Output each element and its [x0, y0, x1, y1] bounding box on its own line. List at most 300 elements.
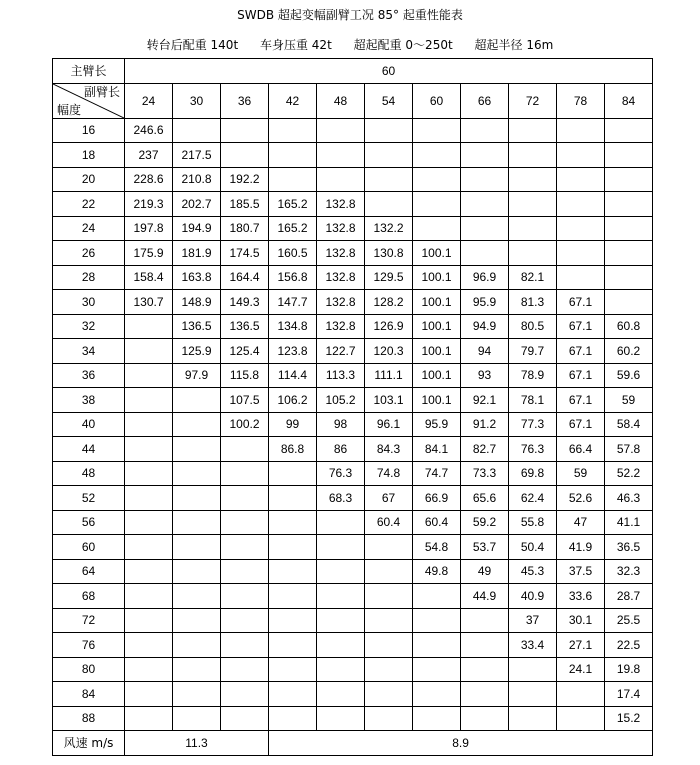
- capacity-cell: [269, 608, 317, 633]
- wind-speed-label: 风速 m/s: [53, 731, 125, 756]
- capacity-cell: 181.9: [173, 241, 221, 266]
- capacity-cell: [365, 657, 413, 682]
- capacity-cell: 60.8: [605, 314, 653, 339]
- capacity-cell: [365, 584, 413, 609]
- capacity-cell: 19.8: [605, 657, 653, 682]
- capacity-cell: 59.2: [461, 510, 509, 535]
- jib-length-cell: 60: [413, 83, 461, 118]
- radius-cell: 56: [53, 510, 125, 535]
- capacity-cell: [605, 290, 653, 315]
- table-row: [53, 216, 653, 241]
- capacity-cell: [557, 682, 605, 707]
- capacity-cell: [413, 192, 461, 217]
- capacity-cell: [173, 118, 221, 143]
- capacity-cell: [317, 584, 365, 609]
- capacity-cell: [125, 437, 173, 462]
- capacity-cell: [557, 265, 605, 290]
- jib-length-cell: 84: [605, 83, 653, 118]
- capacity-cell: [221, 682, 269, 707]
- capacity-cell: 100.1: [413, 241, 461, 266]
- capacity-cell: [125, 461, 173, 486]
- capacity-cell: [125, 412, 173, 437]
- radius-cell: 30: [53, 290, 125, 315]
- capacity-cell: 24.1: [557, 657, 605, 682]
- capacity-cell: 79.7: [509, 339, 557, 364]
- capacity-cell: [413, 143, 461, 168]
- capacity-cell: 77.3: [509, 412, 557, 437]
- radius-cell: 40: [53, 412, 125, 437]
- capacity-cell: [125, 633, 173, 658]
- capacity-cell: 132.8: [317, 314, 365, 339]
- capacity-cell: [269, 143, 317, 168]
- capacity-cell: 100.2: [221, 412, 269, 437]
- capacity-cell: [461, 682, 509, 707]
- capacity-cell: [413, 584, 461, 609]
- radius-cell: 36: [53, 363, 125, 388]
- capacity-cell: [125, 510, 173, 535]
- capacity-cell: 82.1: [509, 265, 557, 290]
- capacity-cell: 33.6: [557, 584, 605, 609]
- load-chart-body: [53, 59, 653, 756]
- capacity-cell: 194.9: [173, 216, 221, 241]
- capacity-cell: 100.1: [413, 388, 461, 413]
- capacity-cell: [269, 118, 317, 143]
- capacity-cell: [461, 118, 509, 143]
- capacity-cell: [461, 216, 509, 241]
- jib-length-cell: 30: [173, 83, 221, 118]
- capacity-cell: 91.2: [461, 412, 509, 437]
- capacity-cell: 67.1: [557, 412, 605, 437]
- capacity-cell: [557, 706, 605, 731]
- capacity-cell: [269, 486, 317, 511]
- capacity-cell: 132.8: [317, 216, 365, 241]
- capacity-cell: [605, 167, 653, 192]
- capacity-cell: 67.1: [557, 314, 605, 339]
- capacity-cell: 129.5: [365, 265, 413, 290]
- capacity-cell: [413, 608, 461, 633]
- capacity-cell: 180.7: [221, 216, 269, 241]
- capacity-cell: 93: [461, 363, 509, 388]
- radius-cell: 18: [53, 143, 125, 168]
- radius-cell: 44: [53, 437, 125, 462]
- radius-label: 幅度: [57, 102, 82, 117]
- capacity-cell: 59.6: [605, 363, 653, 388]
- capacity-cell: [413, 682, 461, 707]
- radius-cell: 80: [53, 657, 125, 682]
- capacity-cell: 81.3: [509, 290, 557, 315]
- capacity-cell: 67.1: [557, 290, 605, 315]
- capacity-cell: 114.4: [269, 363, 317, 388]
- capacity-cell: [365, 706, 413, 731]
- table-row: [53, 314, 653, 339]
- capacity-cell: 57.8: [605, 437, 653, 462]
- capacity-cell: 86.8: [269, 437, 317, 462]
- radius-cell: 60: [53, 535, 125, 560]
- jib-length-cell: 36: [221, 83, 269, 118]
- table-row: [53, 461, 653, 486]
- jib-length-row: [53, 83, 653, 118]
- capacity-cell: 84.3: [365, 437, 413, 462]
- capacity-cell: 132.8: [317, 241, 365, 266]
- capacity-cell: [413, 657, 461, 682]
- capacity-cell: 95.9: [461, 290, 509, 315]
- car-body-weight-label: 车身压重 42t: [259, 38, 332, 52]
- capacity-cell: 41.1: [605, 510, 653, 535]
- capacity-cell: [365, 118, 413, 143]
- capacity-cell: 96.1: [365, 412, 413, 437]
- capacity-cell: [461, 608, 509, 633]
- capacity-cell: 132.8: [317, 265, 365, 290]
- capacity-cell: 123.8: [269, 339, 317, 364]
- capacity-cell: 67.1: [557, 388, 605, 413]
- capacity-cell: 125.9: [173, 339, 221, 364]
- capacity-cell: [173, 657, 221, 682]
- capacity-cell: 128.2: [365, 290, 413, 315]
- capacity-cell: [365, 608, 413, 633]
- capacity-cell: [365, 559, 413, 584]
- capacity-cell: [221, 118, 269, 143]
- capacity-cell: 60.4: [413, 510, 461, 535]
- capacity-cell: [317, 510, 365, 535]
- capacity-cell: 130.8: [365, 241, 413, 266]
- capacity-cell: [605, 265, 653, 290]
- radius-cell: 48: [53, 461, 125, 486]
- table-row: [53, 437, 653, 462]
- table-row: [53, 608, 653, 633]
- capacity-cell: 219.3: [125, 192, 173, 217]
- capacity-cell: [221, 633, 269, 658]
- capacity-cell: 192.2: [221, 167, 269, 192]
- radius-cell: 16: [53, 118, 125, 143]
- capacity-cell: [461, 706, 509, 731]
- table-row: [53, 559, 653, 584]
- superlift-weight-label: 超起配重 0～250t: [353, 38, 453, 52]
- capacity-cell: 136.5: [221, 314, 269, 339]
- capacity-cell: [365, 633, 413, 658]
- capacity-cell: 15.2: [605, 706, 653, 731]
- capacity-cell: 55.8: [509, 510, 557, 535]
- table-row: [53, 241, 653, 266]
- capacity-cell: [557, 167, 605, 192]
- capacity-cell: 106.2: [269, 388, 317, 413]
- table-row: [53, 486, 653, 511]
- radius-cell: 24: [53, 216, 125, 241]
- capacity-cell: 136.5: [173, 314, 221, 339]
- table-row: [53, 412, 653, 437]
- capacity-cell: [221, 143, 269, 168]
- main-boom-row: [53, 59, 653, 84]
- page-subtitle: [0, 36, 700, 53]
- capacity-cell: 158.4: [125, 265, 173, 290]
- capacity-cell: [509, 143, 557, 168]
- capacity-cell: 165.2: [269, 192, 317, 217]
- radius-cell: 76: [53, 633, 125, 658]
- capacity-cell: [125, 584, 173, 609]
- capacity-cell: 49: [461, 559, 509, 584]
- capacity-cell: [557, 118, 605, 143]
- radius-cell: 38: [53, 388, 125, 413]
- capacity-cell: [269, 682, 317, 707]
- capacity-cell: [221, 437, 269, 462]
- radius-cell: 72: [53, 608, 125, 633]
- capacity-cell: 86: [317, 437, 365, 462]
- capacity-cell: 202.7: [173, 192, 221, 217]
- capacity-cell: [269, 559, 317, 584]
- capacity-cell: 36.5: [605, 535, 653, 560]
- table-row: [53, 363, 653, 388]
- capacity-cell: 246.6: [125, 118, 173, 143]
- capacity-cell: [605, 192, 653, 217]
- capacity-cell: [461, 143, 509, 168]
- capacity-cell: 125.4: [221, 339, 269, 364]
- capacity-cell: [125, 657, 173, 682]
- capacity-cell: [125, 682, 173, 707]
- capacity-cell: 96.9: [461, 265, 509, 290]
- capacity-cell: [605, 143, 653, 168]
- capacity-cell: [557, 241, 605, 266]
- jib-length-cell: 54: [365, 83, 413, 118]
- capacity-cell: 65.6: [461, 486, 509, 511]
- capacity-cell: 82.7: [461, 437, 509, 462]
- capacity-cell: [173, 461, 221, 486]
- capacity-cell: 98: [317, 412, 365, 437]
- capacity-cell: 73.3: [461, 461, 509, 486]
- capacity-cell: 62.4: [509, 486, 557, 511]
- capacity-cell: [125, 388, 173, 413]
- capacity-cell: 174.5: [221, 241, 269, 266]
- capacity-cell: 149.3: [221, 290, 269, 315]
- capacity-cell: 105.2: [317, 388, 365, 413]
- capacity-cell: 126.9: [365, 314, 413, 339]
- capacity-cell: 44.9: [461, 584, 509, 609]
- capacity-cell: 66.9: [413, 486, 461, 511]
- table-row: [53, 584, 653, 609]
- capacity-cell: [317, 535, 365, 560]
- capacity-cell: [221, 510, 269, 535]
- capacity-cell: [461, 657, 509, 682]
- capacity-cell: [125, 314, 173, 339]
- capacity-cell: [317, 143, 365, 168]
- capacity-cell: 134.8: [269, 314, 317, 339]
- capacity-cell: 111.1: [365, 363, 413, 388]
- capacity-cell: 103.1: [365, 388, 413, 413]
- capacity-cell: [173, 633, 221, 658]
- counterweight-label: 转台后配重 140t: [146, 38, 239, 52]
- capacity-cell: [125, 559, 173, 584]
- table-row: [53, 535, 653, 560]
- capacity-cell: [461, 167, 509, 192]
- jib-length-cell: 78: [557, 83, 605, 118]
- capacity-cell: 160.5: [269, 241, 317, 266]
- capacity-cell: [509, 167, 557, 192]
- capacity-cell: [365, 535, 413, 560]
- capacity-cell: [557, 192, 605, 217]
- capacity-cell: 52.6: [557, 486, 605, 511]
- capacity-cell: 100.1: [413, 339, 461, 364]
- radius-cell: 84: [53, 682, 125, 707]
- capacity-cell: [509, 216, 557, 241]
- capacity-cell: 59: [557, 461, 605, 486]
- radius-cell: 64: [53, 559, 125, 584]
- capacity-cell: 165.2: [269, 216, 317, 241]
- capacity-cell: 52.2: [605, 461, 653, 486]
- capacity-cell: [509, 706, 557, 731]
- capacity-cell: 113.3: [317, 363, 365, 388]
- capacity-cell: 60.2: [605, 339, 653, 364]
- capacity-cell: [173, 412, 221, 437]
- capacity-cell: 164.4: [221, 265, 269, 290]
- table-row: [53, 290, 653, 315]
- capacity-cell: 69.8: [509, 461, 557, 486]
- capacity-cell: 53.7: [461, 535, 509, 560]
- capacity-cell: 76.3: [509, 437, 557, 462]
- capacity-cell: 32.3: [605, 559, 653, 584]
- capacity-cell: 60.4: [365, 510, 413, 535]
- capacity-cell: [125, 363, 173, 388]
- capacity-cell: [173, 682, 221, 707]
- capacity-cell: 33.4: [509, 633, 557, 658]
- capacity-cell: 132.2: [365, 216, 413, 241]
- capacity-cell: [413, 633, 461, 658]
- jib-length-cell: 24: [125, 83, 173, 118]
- capacity-cell: 41.9: [557, 535, 605, 560]
- table-row: [53, 265, 653, 290]
- capacity-cell: 59: [605, 388, 653, 413]
- capacity-cell: [125, 486, 173, 511]
- capacity-cell: 25.5: [605, 608, 653, 633]
- capacity-cell: [173, 608, 221, 633]
- capacity-cell: [269, 461, 317, 486]
- capacity-cell: [173, 388, 221, 413]
- capacity-cell: 84.1: [413, 437, 461, 462]
- capacity-cell: 45.3: [509, 559, 557, 584]
- capacity-cell: [269, 657, 317, 682]
- capacity-cell: 148.9: [173, 290, 221, 315]
- capacity-cell: 94.9: [461, 314, 509, 339]
- capacity-cell: [221, 608, 269, 633]
- capacity-cell: 175.9: [125, 241, 173, 266]
- capacity-cell: 80.5: [509, 314, 557, 339]
- capacity-cell: 237: [125, 143, 173, 168]
- capacity-cell: 100.1: [413, 363, 461, 388]
- radius-cell: 68: [53, 584, 125, 609]
- capacity-cell: 22.5: [605, 633, 653, 658]
- capacity-cell: 78.9: [509, 363, 557, 388]
- capacity-cell: 122.7: [317, 339, 365, 364]
- capacity-cell: [221, 706, 269, 731]
- radius-cell: 22: [53, 192, 125, 217]
- capacity-cell: 163.8: [173, 265, 221, 290]
- capacity-cell: [269, 706, 317, 731]
- header-diagonal-cell: [53, 83, 125, 118]
- capacity-cell: 67.1: [557, 363, 605, 388]
- jib-length-cell: 66: [461, 83, 509, 118]
- table-row: [53, 510, 653, 535]
- radius-cell: 52: [53, 486, 125, 511]
- capacity-cell: [413, 118, 461, 143]
- capacity-cell: 210.8: [173, 167, 221, 192]
- capacity-cell: 185.5: [221, 192, 269, 217]
- capacity-cell: 147.7: [269, 290, 317, 315]
- capacity-cell: 132.8: [317, 192, 365, 217]
- capacity-cell: 78.1: [509, 388, 557, 413]
- main-boom-label: 主臂长: [53, 59, 125, 84]
- capacity-cell: [509, 241, 557, 266]
- capacity-cell: [173, 510, 221, 535]
- capacity-cell: [173, 584, 221, 609]
- capacity-cell: 92.1: [461, 388, 509, 413]
- capacity-cell: 94: [461, 339, 509, 364]
- jib-length-cell: 48: [317, 83, 365, 118]
- capacity-cell: 46.3: [605, 486, 653, 511]
- capacity-cell: [317, 167, 365, 192]
- capacity-cell: [317, 682, 365, 707]
- capacity-cell: 74.7: [413, 461, 461, 486]
- capacity-cell: 17.4: [605, 682, 653, 707]
- table-row: [53, 657, 653, 682]
- wind-speed-short-jib: 11.3: [125, 731, 269, 756]
- capacity-cell: [509, 118, 557, 143]
- table-row: [53, 143, 653, 168]
- capacity-cell: [413, 706, 461, 731]
- table-row: [53, 192, 653, 217]
- capacity-cell: [269, 584, 317, 609]
- capacity-cell: 28.7: [605, 584, 653, 609]
- capacity-cell: [557, 143, 605, 168]
- capacity-cell: 58.4: [605, 412, 653, 437]
- capacity-cell: [221, 584, 269, 609]
- capacity-cell: [221, 559, 269, 584]
- page-title: SWDB 超起变幅副臂工况 85° 起重性能表: [237, 8, 463, 22]
- capacity-cell: [317, 559, 365, 584]
- table-row: [53, 167, 653, 192]
- main-boom-value: 60: [125, 59, 653, 84]
- table-row: [53, 118, 653, 143]
- capacity-cell: [173, 486, 221, 511]
- radius-cell: 88: [53, 706, 125, 731]
- capacity-cell: [365, 682, 413, 707]
- capacity-cell: [365, 167, 413, 192]
- capacity-cell: [317, 657, 365, 682]
- capacity-cell: [269, 167, 317, 192]
- capacity-cell: 47: [557, 510, 605, 535]
- capacity-cell: 50.4: [509, 535, 557, 560]
- capacity-cell: [125, 608, 173, 633]
- capacity-cell: 37.5: [557, 559, 605, 584]
- radius-cell: 20: [53, 167, 125, 192]
- capacity-cell: 228.6: [125, 167, 173, 192]
- jib-length-cell: 42: [269, 83, 317, 118]
- capacity-cell: 67.1: [557, 339, 605, 364]
- capacity-cell: [221, 535, 269, 560]
- capacity-cell: [125, 706, 173, 731]
- capacity-cell: 95.9: [413, 412, 461, 437]
- capacity-cell: [509, 657, 557, 682]
- capacity-cell: 100.1: [413, 314, 461, 339]
- radius-cell: 34: [53, 339, 125, 364]
- capacity-cell: [413, 216, 461, 241]
- capacity-cell: 54.8: [413, 535, 461, 560]
- capacity-cell: [269, 535, 317, 560]
- capacity-cell: 68.3: [317, 486, 365, 511]
- capacity-cell: 27.1: [557, 633, 605, 658]
- capacity-cell: 107.5: [221, 388, 269, 413]
- capacity-cell: [221, 461, 269, 486]
- capacity-cell: 217.5: [173, 143, 221, 168]
- table-row: [53, 706, 653, 731]
- capacity-cell: [317, 118, 365, 143]
- capacity-cell: 197.8: [125, 216, 173, 241]
